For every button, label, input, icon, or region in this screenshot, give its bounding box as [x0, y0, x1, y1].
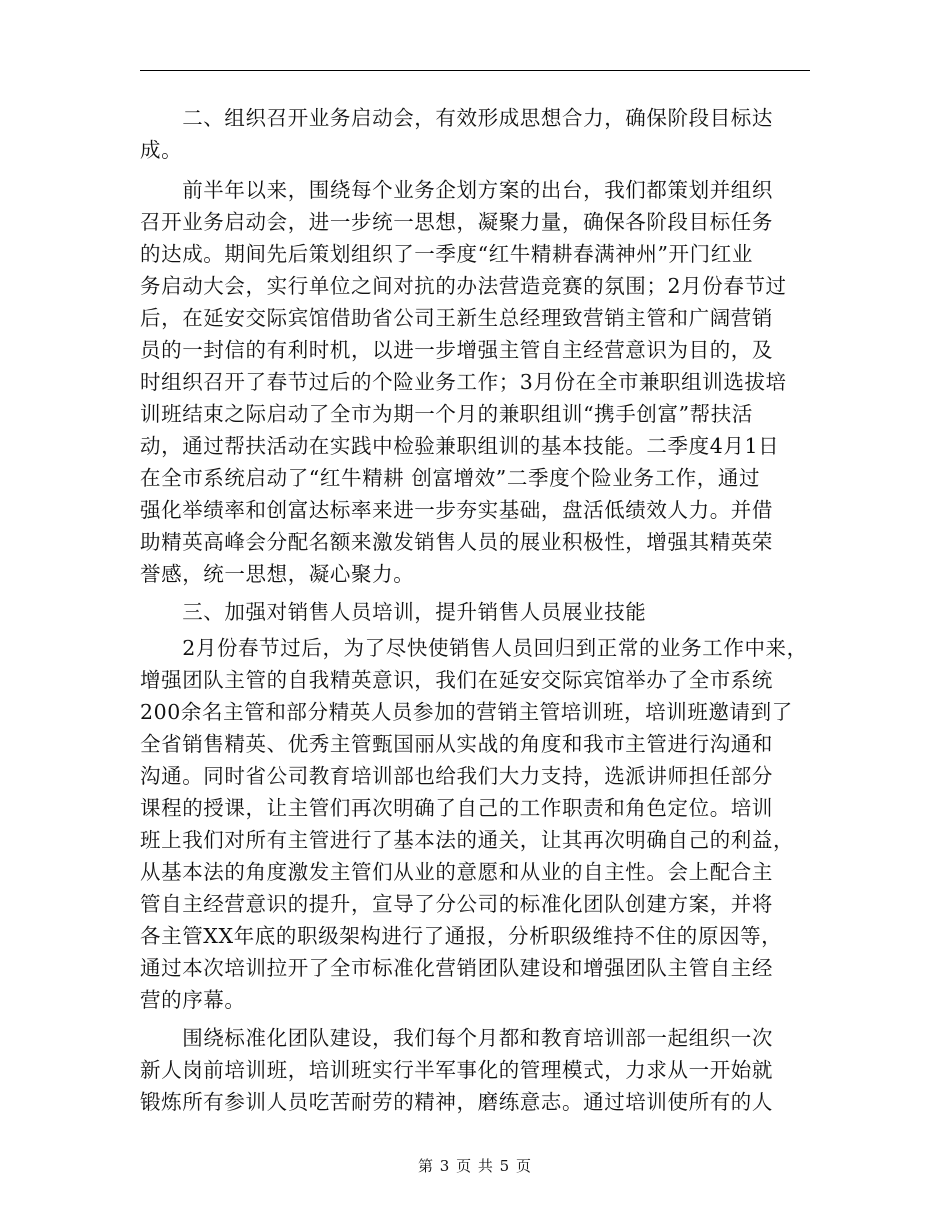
- text-line: 班上我们对所有主管进行了基本法的通关，让其再次明确自己的利益，: [140, 828, 795, 852]
- text-line: 誉感，统一思想，凝心聚力。: [140, 562, 415, 586]
- text-line: 时组织召开了春节过后的个险业务工作；3月份在全市兼职组训选拔培: [140, 370, 787, 394]
- text-line: 从基本法的角度激发主管们从业的意愿和从业的自主性。会上配合主: [140, 860, 773, 884]
- text-line: 务启动大会，实行单位之间对抗的办法营造竞赛的氛围；2月份春节过: [140, 274, 787, 298]
- text-line: 通过本次培训拉开了全市标准化营销团队建设和增强团队主管自主经: [140, 956, 773, 980]
- header-rule: [140, 70, 810, 71]
- text-line: 沟通。同时省公司教育培训部也给我们大力支持，选派讲师担任部分: [140, 764, 773, 788]
- text-line: 召开业务启动会，进一步统一思想，凝聚力量，确保各阶段目标任务: [140, 210, 773, 234]
- text-line: 增强团队主管的自我精英意识，我们在延安交际宾馆举办了全市系统: [140, 668, 773, 692]
- text-line: 课程的授课，让主管们再次明确了自己的工作职责和角色定位。培训: [140, 796, 773, 820]
- text-line: 在全市系统启动了“红牛精耕 创富增效”二季度个险业务工作，通过: [140, 466, 761, 490]
- text-line: 锻炼所有参训人员吃苦耐劳的精神，磨练意志。通过培训使所有的人: [140, 1090, 773, 1114]
- text-line: 成。: [140, 138, 183, 162]
- section-heading: 三、加强对销售人员培训，提升销售人员展业技能: [140, 600, 647, 624]
- text-line: 围绕标准化团队建设，我们每个月都和教育培训部一起组织一次: [140, 1026, 773, 1050]
- text-line: 动，通过帮扶活动在实践中检验兼职组训的基本技能。二季度4月1日: [140, 434, 780, 458]
- page-number-footer: 第 3 页 共 5 页: [418, 1157, 532, 1175]
- text-line: 管自主经营意识的提升，宣导了分公司的标准化团队创建方案，并将: [140, 892, 773, 916]
- text-line: 的达成。期间先后策划组织了一季度“红牛精耕春满神州”开门红业: [140, 242, 753, 266]
- text-line: 全省销售精英、优秀主管甄国丽从实战的角度和我市主管进行沟通和: [140, 732, 773, 756]
- text-line: 2月份春节过后，为了尽快使销售人员回归到正常的业务工作中来，: [140, 636, 808, 660]
- text-line: 助精英高峰会分配名额来激发销售人员的展业积极性，增强其精英荣: [140, 530, 773, 554]
- text-line: 各主管XX年底的职级架构进行了通报，分析职级维持不住的原因等，: [140, 924, 783, 948]
- text-line: 后，在延安交际宾馆借助省公司王新生总经理致营销主管和广阔营销: [140, 306, 773, 330]
- text-line: 200余名主管和部分精英人员参加的营销主管培训班，培训班邀请到了: [140, 700, 793, 724]
- text-line: 新人岗前培训班，培训班实行半军事化的管理模式，力求从一开始就: [140, 1058, 773, 1082]
- text-line: 二、组织召开业务启动会，有效形成思想合力，确保阶段目标达: [140, 106, 773, 130]
- text-line: 前半年以来，围绕每个业务企划方案的出台，我们都策划并组织: [140, 178, 773, 202]
- text-line: 营的序幕。: [140, 988, 246, 1012]
- body-text: [0, 106, 950, 1156]
- text-line: 强化举绩率和创富达标率来进一步夯实基础，盘活低绩效人力。并借: [140, 498, 773, 522]
- text-line: 员的一封信的有利时机，以进一步增强主管自主经营意识为目的，及: [140, 338, 773, 362]
- text-line: 训班结束之际启动了全市为期一个月的兼职组训“携手创富”帮扶活: [140, 402, 753, 426]
